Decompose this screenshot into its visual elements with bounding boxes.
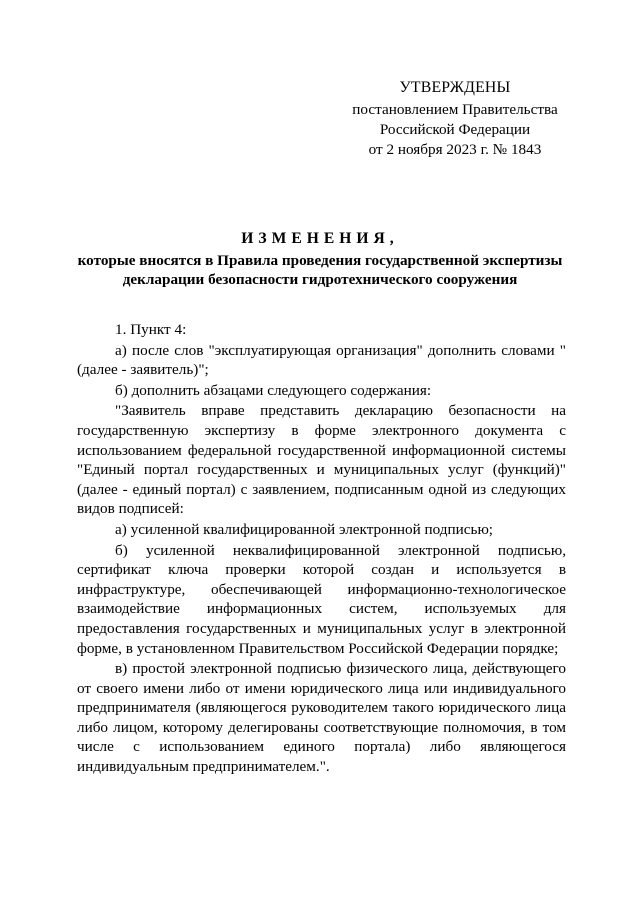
paragraph: а) после слов "эксплуатирующая организация" дополнить словами "(далее - заявитель)"; <box>77 341 566 379</box>
approval-date-line: от 2 ноября 2023 г. № 1843 <box>368 141 542 158</box>
approval-block <box>330 78 580 160</box>
approval-line: постановлением Правительства <box>352 101 558 118</box>
paragraph: б) дополнить абзацами следующего содержания: <box>115 381 432 399</box>
paragraph: в) простой электронной подписью физического лица, действующего от своего имени либо от имени юридического лица или индивидуального предпринимателя (являющегося руководителем такого юридического лица либо лицом, которому делегированы соответствующие полномочия, в том числе с использованием единого портала) либо являющегося индивидуальным предпринимателем.". <box>77 660 566 776</box>
document-subtitle: которые вносятся в Правила проведения государственной экспертизы декларации безопасности гидротехнического сооружения <box>77 252 563 288</box>
approval-line: Российской Федерации <box>379 121 531 138</box>
document-title: ИЗМЕНЕНИЯ, <box>241 230 399 247</box>
paragraph: а) усиленной квалифицированной электронной подписью; <box>115 520 494 538</box>
document-body <box>77 320 566 777</box>
paragraph: 1. Пункт 4: <box>115 321 187 338</box>
approval-title: УТВЕРЖДЕНЫ <box>399 79 511 96</box>
paragraph: "Заявитель вправе представить декларацию безопасности на государственную экспертизу в форме электронного документа с использованием федеральной государственной информационной системы "Единый портал государственных и муниципальных услуг (функций)" (далее - единый портал) с заявлением, подписанным одной из следующих видов подписей: <box>77 402 566 518</box>
paragraph: б) усиленной неквалифицированной электронной подписью, сертификат ключа проверки которой создан и используется в инфраструктуре, обеспечивающей информационно-технологическое взаимодействие информационных систем, используемых для предоставления государственных и муниципальных услуг в электронной форме, в установленном Правительством Российской Федерации порядке; <box>77 541 566 657</box>
